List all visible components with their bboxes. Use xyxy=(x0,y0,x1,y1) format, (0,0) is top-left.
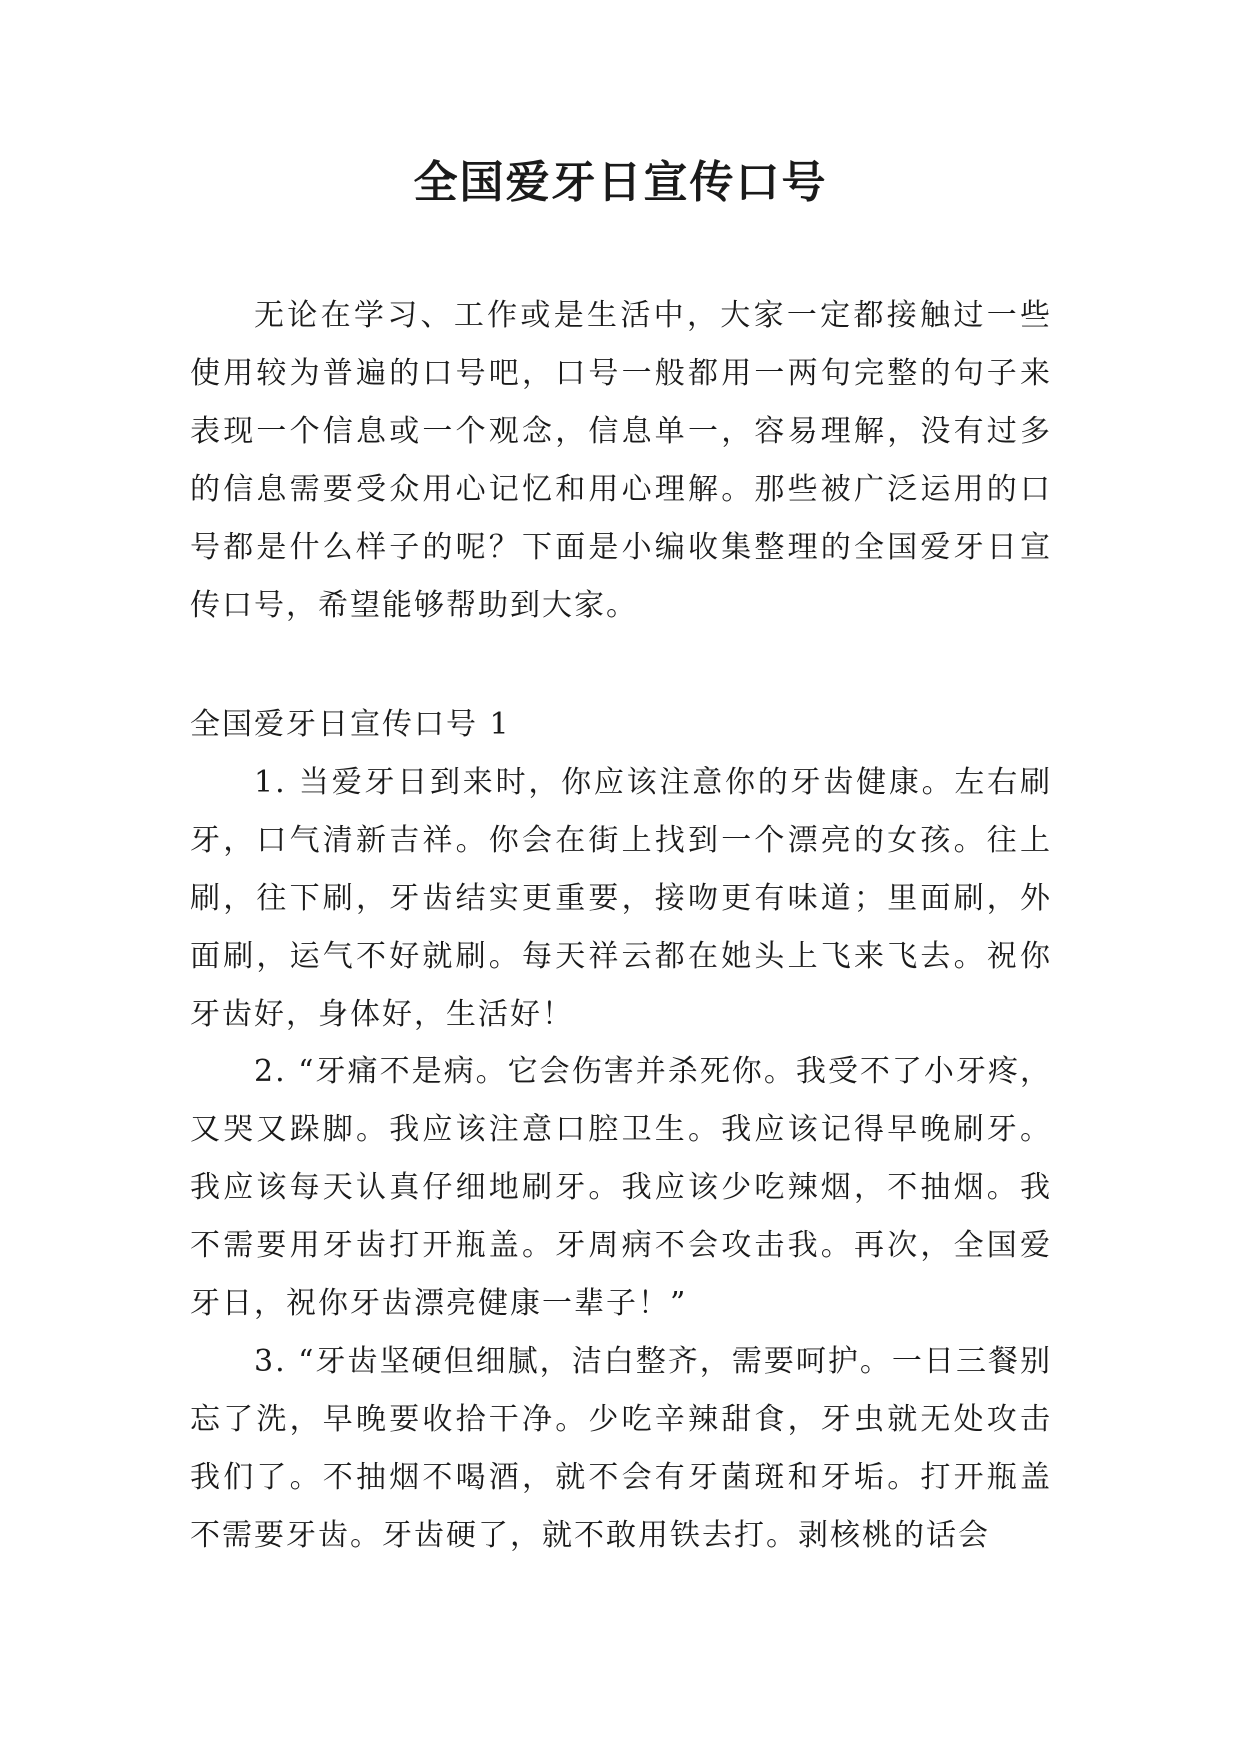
slogan-item-3: 3. “牙齿坚硬但细腻，洁白整齐，需要呵护。一日三餐别忘了洗，早晚要收拾干净。少吃辛辣甜食，牙虫就无处攻击我们了。不抽烟不喝酒，就不会有牙菌斑和牙垢。打开瓶盖不需要牙齿。牙齿硬了，就不敢用铁去打。剥核桃的话会 xyxy=(190,1344,1052,1553)
slogan-item-2: 2. “牙痛不是病。它会伤害并杀死你。我受不了小牙疼，又哭又跺脚。我应该注意口腔卫生。我应该记得早晚刷牙。我应该每天认真仔细地刷牙。我应该少吃辣烟，不抽烟。我不需要用牙齿打开瓶盖。牙周病不会攻击我。再次，全国爱牙日，祝你牙齿漂亮健康一辈子！” xyxy=(190,1054,1052,1321)
page-title: 全国爱牙日宣传口号 xyxy=(413,157,828,208)
section-heading: 全国爱牙日宣传口号 1 xyxy=(190,707,511,742)
intro-paragraph: 无论在学习、工作或是生活中，大家一定都接触过一些使用较为普遍的口号吧，口号一般都用一两句完整的句子来表现一个信息或一个观念，信息单一，容易理解，没有过多的信息需要受众用心记忆和用心理解。那些被广泛运用的口号都是什么样子的呢？下面是小编收集整理的全国爱牙日宣传口号，希望能够帮助到大家。 xyxy=(190,298,1052,623)
slogan-item-1: 1. 当爱牙日到来时，你应该注意你的牙齿健康。左右刷牙，口气清新吉祥。你会在街上找到一个漂亮的女孩。往上刷，往下刷，牙齿结实更重要，接吻更有味道；里面刷，外面刷，运气不好就刷。每天祥云都在她头上飞来飞去。祝你牙齿好，身体好，生活好！ xyxy=(190,765,1052,1032)
